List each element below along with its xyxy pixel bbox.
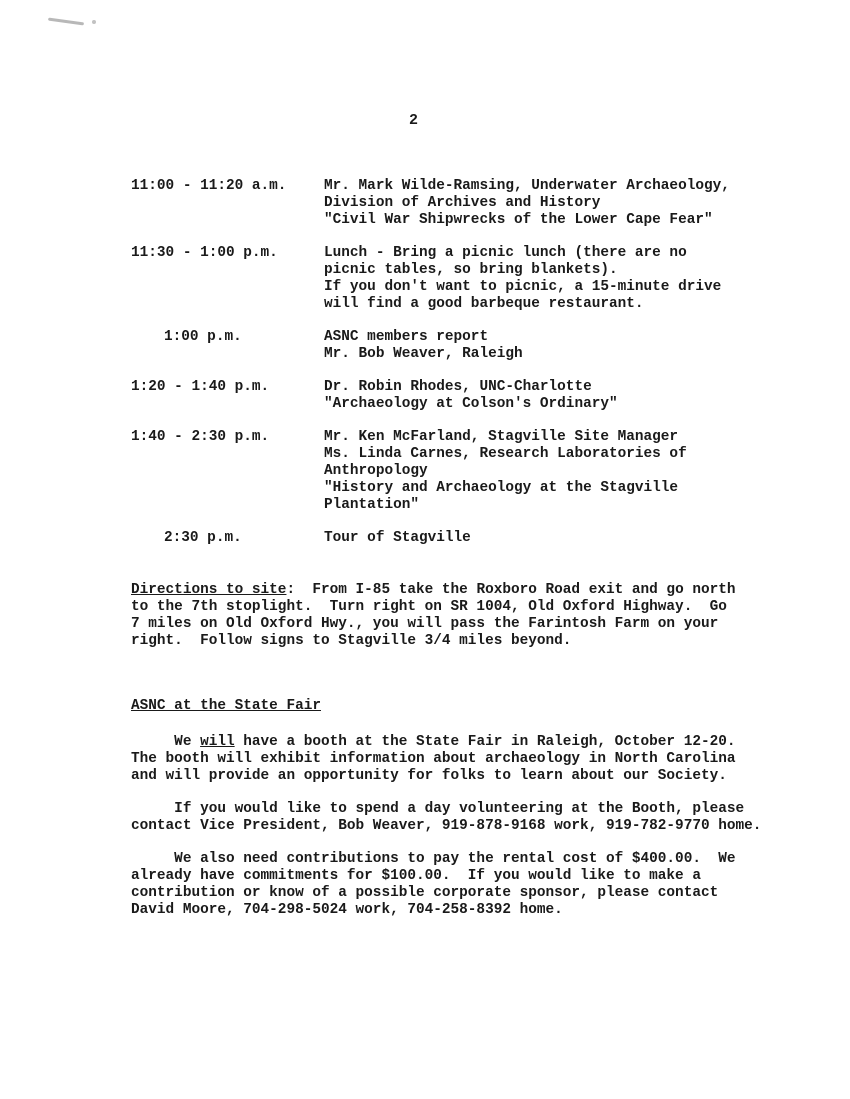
volunteer-paragraph (131, 801, 771, 835)
schedule-line: Tour of Stagville (324, 530, 471, 546)
schedule-description (324, 329, 751, 363)
paragraph-line: We also need contributions to pay the rental cost of $400.00. We (131, 851, 736, 867)
directions-paragraph (131, 582, 751, 650)
page-number: 2 (409, 112, 419, 129)
schedule-description (324, 429, 751, 514)
schedule-line: Mr. Bob Weaver, Raleigh (324, 346, 523, 362)
schedule-line: If you don't want to picnic, a 15-minute drive (324, 279, 722, 295)
schedule-line: Division of Archives and History (324, 195, 601, 211)
paragraph-line: contact Vice President, Bob Weaver, 919-878-9168 work, 919-782-9770 home. (131, 818, 762, 834)
underlined-word: will (200, 734, 235, 750)
paragraph-line: David Moore, 704-298-5024 work, 704-258-8392 home. (131, 902, 563, 918)
paragraph-text: have a booth at the State Fair in Raleigh, October 12-20. (234, 734, 736, 750)
schedule (131, 178, 751, 563)
scan-smudge (48, 18, 84, 26)
directions-line: to the 7th stoplight. Turn right on SR 1004, Old Oxford Highway. Go (131, 599, 727, 615)
directions-line (131, 582, 751, 599)
scan-smudge (92, 20, 96, 24)
schedule-line: Mr. Ken McFarland, Stagville Site Manager (324, 429, 679, 445)
paragraph-line: If you would like to spend a day volunteering at the Booth, please (131, 801, 745, 817)
schedule-entry (131, 530, 751, 547)
schedule-line: "Archaeology at Colson's Ordinary" (324, 396, 618, 412)
schedule-time: 1:20 - 1:40 p.m. (131, 379, 270, 395)
schedule-description (324, 178, 751, 229)
schedule-entry (131, 329, 751, 363)
schedule-line: "Civil War Shipwrecks of the Lower Cape Fear" (324, 212, 713, 228)
schedule-line: Plantation" (324, 497, 419, 513)
contributions-paragraph (131, 851, 771, 919)
schedule-time: 2:30 p.m. (164, 530, 242, 546)
section-heading-state-fair: ASNC at the State Fair (131, 698, 321, 714)
schedule-line: "History and Archaeology at the Stagville (324, 480, 679, 496)
schedule-entry (131, 245, 751, 313)
paragraph-line (131, 734, 771, 751)
schedule-description (324, 530, 751, 547)
directions-label: Directions to site (131, 582, 287, 598)
schedule-time: 1:40 - 2:30 p.m. (131, 429, 270, 445)
paragraph-line: The booth will exhibit information about archaeology in North Carolina (131, 751, 736, 767)
directions-text: : From I-85 take the Roxboro Road exit and go north (286, 582, 736, 598)
schedule-description (324, 379, 751, 413)
schedule-line: Dr. Robin Rhodes, UNC-Charlotte (324, 379, 592, 395)
schedule-line: ASNC members report (324, 329, 489, 345)
paragraph-line: contribution or know of a possible corporate sponsor, please contact (131, 885, 719, 901)
directions-line: 7 miles on Old Oxford Hwy., you will pass the Farintosh Farm on your (131, 616, 719, 632)
schedule-time: 11:30 - 1:00 p.m. (131, 245, 278, 261)
schedule-line: Mr. Mark Wilde-Ramsing, Underwater Archaeology, (324, 178, 730, 194)
booth-paragraph (131, 734, 771, 785)
schedule-description (324, 245, 751, 313)
schedule-time: 1:00 p.m. (164, 329, 242, 345)
schedule-time: 11:00 - 11:20 a.m. (131, 178, 287, 194)
schedule-line: Anthropology (324, 463, 428, 479)
schedule-entry (131, 429, 751, 514)
schedule-line: Ms. Linda Carnes, Research Laboratories of (324, 446, 687, 462)
schedule-line: Lunch - Bring a picnic lunch (there are no (324, 245, 687, 261)
paragraph-line: already have commitments for $100.00. If you would like to make a (131, 868, 701, 884)
paragraph-line: and will provide an opportunity for folks to learn about our Society. (131, 768, 727, 784)
schedule-line: will find a good barbeque restaurant. (324, 296, 644, 312)
schedule-entry (131, 178, 751, 229)
paragraph-text: We (131, 734, 201, 750)
directions-line: right. Follow signs to Stagville 3/4 miles beyond. (131, 633, 572, 649)
schedule-line: picnic tables, so bring blankets). (324, 262, 618, 278)
schedule-entry (131, 379, 751, 413)
